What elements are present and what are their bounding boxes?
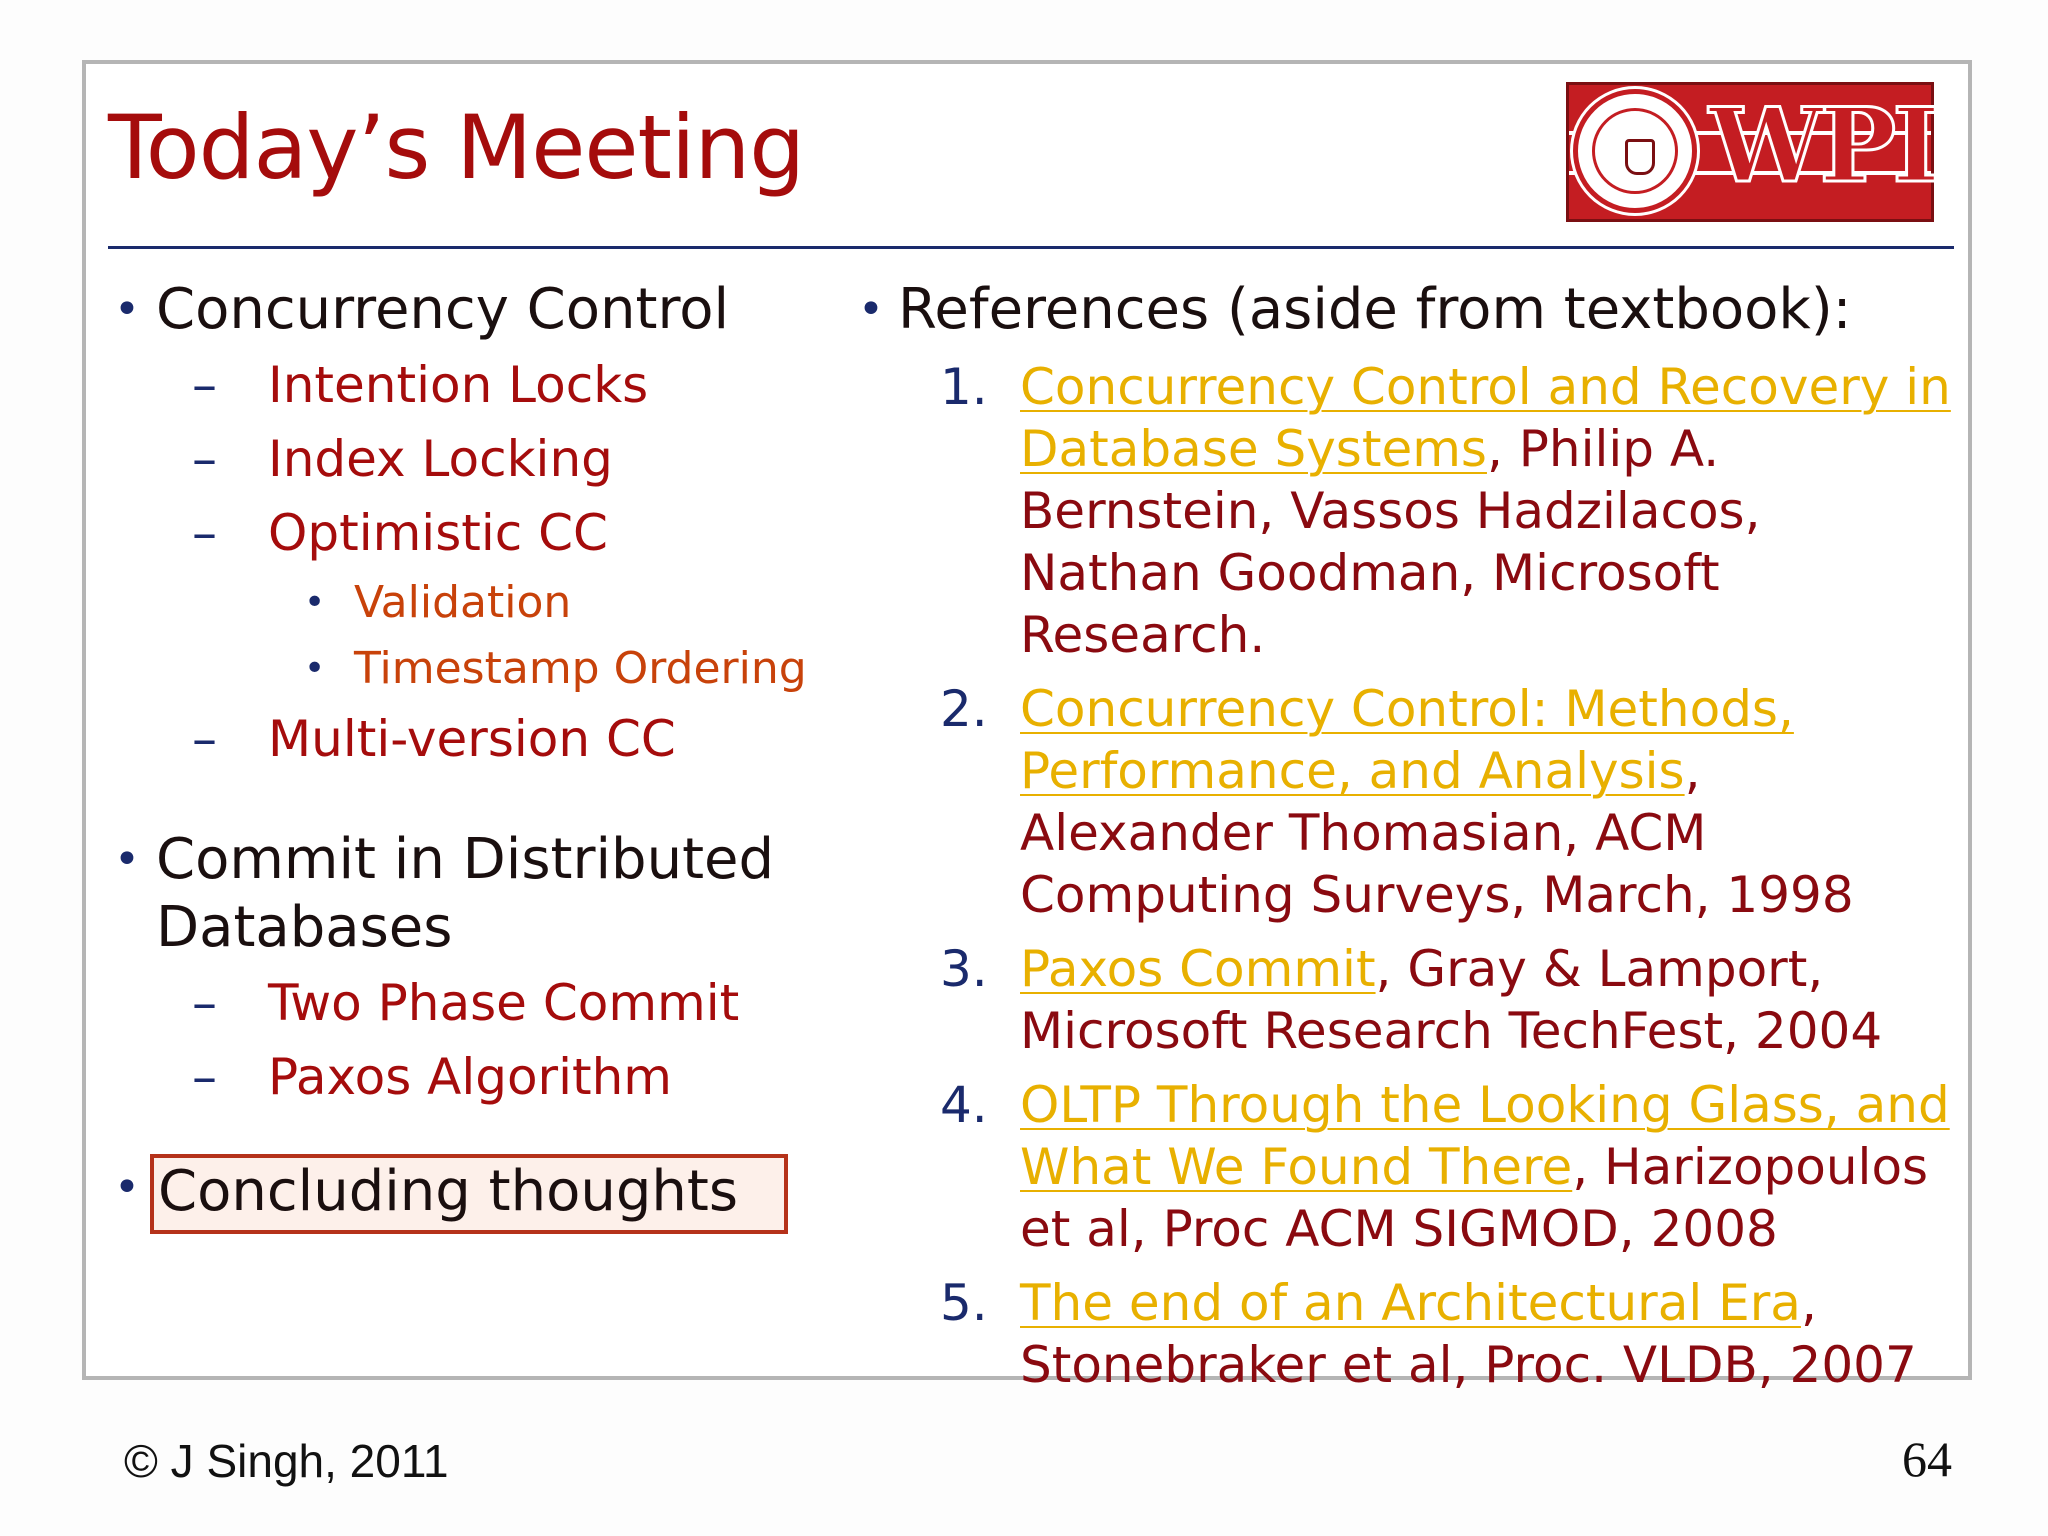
- agenda-subitem-label: Optimistic CC: [268, 504, 608, 562]
- dash-icon: –: [192, 1048, 217, 1106]
- references-heading-label: References (aside from textbook):: [898, 277, 1852, 342]
- references-column: [858, 276, 1958, 1396]
- wpi-seal-icon: [1573, 89, 1697, 213]
- agenda-item-current: [108, 1154, 828, 1234]
- agenda-subitem: [108, 496, 828, 570]
- title-divider: [108, 246, 1954, 249]
- bullet-icon: •: [304, 648, 326, 689]
- reference-citation: , Alexander Thomasian, ACM Computing Surveys, March, 1998: [1020, 742, 1854, 924]
- wpi-logo: [1566, 82, 1934, 222]
- agenda-subitem: [108, 1040, 828, 1114]
- agenda-subitem: [108, 422, 828, 496]
- agenda-subsubitem-label: Timestamp Ordering: [354, 643, 807, 694]
- copyright-footer: © J Singh, 2011: [124, 1435, 449, 1487]
- agenda-item-label: Concurrency Control: [156, 277, 730, 342]
- agenda-subsubitem: [108, 636, 828, 702]
- reference-item: [858, 938, 1958, 1062]
- agenda-subsubitem-label: Validation: [354, 577, 572, 628]
- references-heading: [858, 276, 1958, 344]
- agenda-column: [108, 276, 828, 1234]
- agenda-subitem-label: Two Phase Commit: [268, 974, 740, 1032]
- seal-ring: [1592, 108, 1678, 194]
- dash-icon: –: [192, 356, 217, 414]
- agenda-subitem: [108, 702, 828, 776]
- reference-citation: , Stonebraker et al, Proc. VLDB, 2007: [1020, 1274, 1917, 1394]
- dash-icon: –: [192, 430, 217, 488]
- reference-citation: , Harizopoulos et al, Proc ACM SIGMOD, 2008: [1020, 1138, 1929, 1258]
- logo-wordmark: WPI: [1709, 86, 1936, 206]
- reference-link[interactable]: Paxos Commit: [1020, 940, 1376, 998]
- slide-title: Today’s Meeting: [108, 96, 805, 199]
- dash-icon: –: [192, 974, 217, 1032]
- bullet-icon: •: [304, 582, 326, 623]
- reference-citation: , Gray & Lamport, Microsoft Research TechFest, 2004: [1020, 940, 1883, 1060]
- agenda-subsubitem: [108, 570, 828, 636]
- agenda-subitem-label: Paxos Algorithm: [268, 1048, 673, 1106]
- page-number: 64: [1902, 1431, 1952, 1487]
- reference-item: [858, 678, 1958, 926]
- agenda-subitem: [108, 348, 828, 422]
- reference-item: [858, 1074, 1958, 1260]
- reference-number: 1.: [940, 358, 988, 416]
- dash-icon: –: [192, 710, 217, 768]
- agenda-item: [108, 826, 796, 962]
- bullet-icon: •: [114, 1162, 140, 1213]
- reference-citation: , Philip A. Bernstein, Vassos Hadzilacos, Nathan Goodman, Microsoft Research.: [1020, 420, 1761, 664]
- agenda-subitem-label: Multi-version CC: [268, 710, 676, 768]
- reference-link[interactable]: The end of an Architectural Era: [1020, 1274, 1801, 1332]
- reference-number: 2.: [940, 680, 988, 738]
- reference-link[interactable]: Concurrency Control: Methods, Performance, and Analysis: [1020, 680, 1794, 800]
- reference-link[interactable]: OLTP Through the Looking Glass, and What We Found There: [1020, 1076, 1950, 1196]
- reference-number: 4.: [940, 1076, 988, 1134]
- bullet-icon: •: [114, 284, 140, 335]
- agenda-item-label: Commit in Distributed Databases: [156, 827, 775, 960]
- reference-number: 5.: [940, 1274, 988, 1332]
- bullet-icon: •: [858, 284, 884, 335]
- dash-icon: –: [192, 504, 217, 562]
- reference-link[interactable]: Concurrency Control and Recovery in Database Systems: [1020, 358, 1951, 478]
- reference-number: 3.: [940, 940, 988, 998]
- agenda-subitem: [108, 966, 828, 1040]
- slide: [82, 60, 1972, 1394]
- seal-shield-icon: [1625, 139, 1655, 175]
- bullet-icon: •: [114, 834, 140, 885]
- agenda-subitem-label: Intention Locks: [268, 356, 649, 414]
- agenda-item: [108, 276, 828, 344]
- agenda-subitem-label: Index Locking: [268, 430, 613, 488]
- highlighted-agenda-label: Concluding thoughts: [150, 1154, 788, 1234]
- reference-item: [858, 356, 1958, 666]
- reference-item: [858, 1272, 1958, 1396]
